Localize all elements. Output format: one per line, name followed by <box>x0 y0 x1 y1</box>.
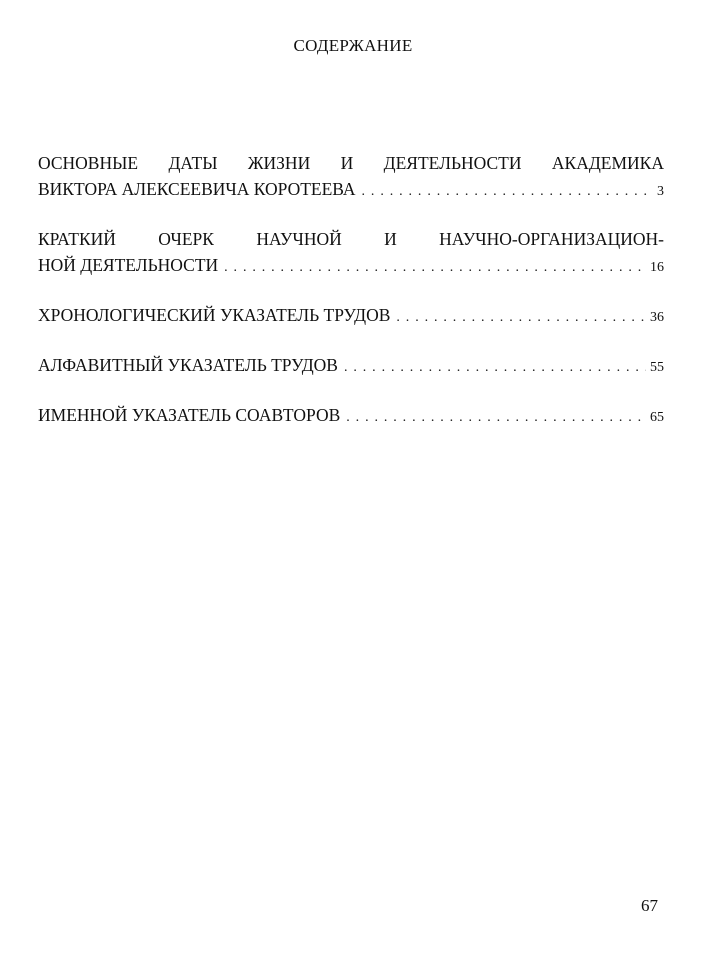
toc-entry-last-line <box>38 302 664 331</box>
toc-entry[interactable] <box>38 352 664 381</box>
toc-entry[interactable] <box>38 150 664 205</box>
dot-leader <box>396 305 646 331</box>
table-of-contents <box>38 150 664 452</box>
toc-entry-last-line <box>38 352 664 381</box>
dot-leader <box>224 255 646 281</box>
toc-entry-title-line: ОСНОВНЫЕ ДАТЫ ЖИЗНИ И ДЕЯТЕЛЬНОСТИ АКАДЕМИКА <box>38 153 664 173</box>
dot-leader <box>346 405 646 431</box>
toc-entry-title: ХРОНОЛОГИЧЕСКИЙ УКАЗАТЕЛЬ ТРУДОВ <box>38 305 391 325</box>
toc-entry[interactable] <box>38 302 664 331</box>
toc-entry-last-line <box>38 252 664 281</box>
page-title: СОДЕРЖАНИЕ <box>293 36 413 55</box>
toc-entry-title: ИМЕННОЙ УКАЗАТЕЛЬ СОАВТОРОВ <box>38 405 341 425</box>
toc-entry-page: 36 <box>650 310 664 325</box>
toc-entry-page: 3 <box>657 184 664 199</box>
toc-entry-page: 16 <box>650 260 664 275</box>
toc-entry-title: НОЙ ДЕЯТЕЛЬНОСТИ <box>38 255 219 275</box>
toc-entry-page: 55 <box>650 360 664 375</box>
toc-entry-title: ВИКТОРА АЛЕКСЕЕВИЧА КОРОТЕЕВА <box>38 179 356 199</box>
toc-entry[interactable] <box>38 402 664 431</box>
toc-entry-page: 65 <box>650 410 664 425</box>
toc-entry-last-line <box>38 176 664 205</box>
dot-leader <box>362 179 653 205</box>
toc-entry-last-line <box>38 402 664 431</box>
dot-leader <box>344 355 646 381</box>
toc-entry-title-line: КРАТКИЙ ОЧЕРК НАУЧНОЙ И НАУЧНО-ОРГАНИЗАЦИОН- <box>38 229 664 249</box>
toc-entry[interactable] <box>38 226 664 281</box>
page-number: 67 <box>641 896 658 915</box>
toc-entry-title: АЛФАВИТНЫЙ УКАЗАТЕЛЬ ТРУДОВ <box>38 355 338 375</box>
